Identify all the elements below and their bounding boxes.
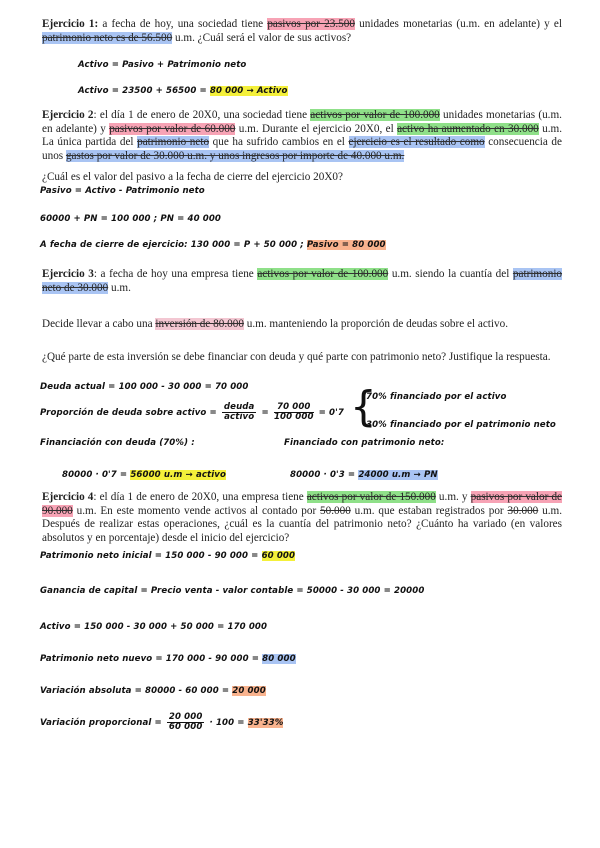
exercise-3-handwriting-financiacion-deuda: Financiación con deuda (70%) :	[40, 438, 195, 448]
exercise-4-text: u.m. que estaban registrados por	[350, 504, 508, 517]
exercise-2-question: ¿Cuál es el valor del pasivo a la fecha de cierre del ejercicio 20X0?	[42, 171, 343, 183]
handwriting-text: Variación proporcional =	[40, 718, 165, 728]
exercise-1-handwriting-formula: Activo = Pasivo + Patrimonio neto	[78, 60, 247, 70]
highlight-patrimonio: patrimonio neto es de 56.500	[42, 31, 173, 44]
exercise-4-text: : el día 1 de enero de 20X0, una empresa tiene	[93, 491, 307, 503]
exercise-3-statement	[42, 268, 562, 295]
exercise-2-text: u.m. La única partida del	[42, 122, 563, 149]
exercise-3-text: Decide llevar a cabo una	[42, 318, 156, 330]
handwriting-text: A fecha de cierre de ejercicio: 130 000 = P + 50 000 ;	[40, 240, 307, 250]
handwriting-answer: 33'33%	[247, 718, 284, 728]
handwriting-text: =	[258, 408, 272, 418]
exercise-2-text: unidades monetarias (u.m. en adelante) y	[42, 109, 562, 135]
exercise-4-handwriting-variacion-absoluta	[40, 686, 266, 696]
exercise-2-handwriting-formula: Pasivo = Activo - Patrimonio neto	[40, 186, 205, 196]
exercise-2-handwriting-result	[40, 240, 386, 250]
highlight-patrimonio: patrimonio neto de 30.000	[42, 268, 563, 294]
highlight-activos: activos por valor de 100.000	[310, 109, 440, 121]
highlight-activos: activos por valor de 100.000	[257, 268, 389, 280]
exercise-2-number: Ejercicio 2	[42, 109, 94, 121]
exercise-3-handwriting-proporcion	[40, 403, 344, 422]
highlight-gastos-ingresos: gastos por valor de 30.000 u.m. y unos ingresos por importe de 40.000 u.m.	[65, 149, 405, 162]
highlight-pasivos: pasivos por valor de 90.000	[42, 491, 562, 517]
handwriting-answer: 56000 u.m → activo	[130, 470, 226, 480]
fraction-denominator: activo	[224, 412, 255, 422]
handwriting-text: Variación absoluta = 80000 - 60 000 =	[40, 686, 233, 696]
exercise-3-handwriting-financiacion-pn: Financiado con patrimonio neto:	[284, 438, 445, 448]
exercise-2-statement	[42, 109, 562, 163]
fraction-values	[274, 403, 314, 422]
exercise-4-text: u.m. En este momento vende activos al contado por	[72, 504, 321, 517]
exercise-2-text: consecuencia de unos	[42, 136, 562, 162]
handwriting-text: Proporción de deuda sobre activo =	[40, 408, 220, 418]
underline-venta: 50.000	[320, 504, 351, 517]
exercise-4-handwriting-variacion-proporcional	[40, 713, 283, 732]
exercise-1-number: Ejercicio 1:	[42, 18, 99, 30]
highlight-pasivos: pasivos por 23.500	[267, 18, 355, 30]
exercise-4-handwriting-ganancia: Ganancia de capital = Precio venta - valor contable = 50000 - 30 000 = 20000	[40, 586, 425, 596]
exercise-1-statement	[42, 18, 562, 45]
highlight-activo-aumento: activo ha aumentado en 30.000	[397, 122, 539, 135]
exercise-4-statement	[42, 491, 562, 545]
exercise-4-handwriting-pn-inicial	[40, 551, 295, 561]
fraction-numerator: 70 000	[274, 403, 314, 413]
handwriting-answer: 24000 u.m → PN	[358, 470, 438, 480]
handwriting-text: Patrimonio neto nuevo = 170 000 - 90 000 =	[40, 654, 263, 664]
exercise-4-text: u.m. y	[435, 491, 471, 503]
fraction-denominator: 60 000	[168, 722, 203, 732]
handwriting-answer: 60 000	[261, 551, 296, 561]
highlight-resultado: ejercicio es el resultado como	[348, 136, 485, 149]
curly-brace: {	[350, 382, 377, 431]
fraction-deuda-activo	[222, 403, 257, 422]
fraction-denominator: 100 000	[273, 412, 314, 422]
exercise-4-handwriting-activo: Activo = 150 000 - 30 000 + 50 000 = 170 000	[40, 622, 268, 632]
exercise-1-text: u.m. ¿Cuál será el valor de sus activos?	[172, 31, 352, 44]
handwriting-text: Activo = 23500 + 56500 =	[78, 86, 210, 96]
handwriting-text: = 0'7	[315, 408, 344, 418]
exercise-3-decision	[42, 318, 562, 332]
exercise-3-text: : a fecha de hoy una empresa tiene	[93, 268, 258, 280]
exercise-2-text: u.m. Durante el ejercicio 20X0, el	[235, 122, 398, 135]
exercise-1-text: unidades monetarias (u.m. en adelante) y el	[354, 18, 562, 30]
exercise-1-handwriting-result	[78, 86, 288, 96]
fraction-numerator: 20 000	[168, 712, 203, 722]
exercise-4-text: u.m. Después de realizar estas operaciones, ¿cuál es la cuantía del patrimonio neto? ¿Cuánto ha variado (en valores absolutos y en porcentaje) desde el inicio del ejercicio?	[42, 504, 562, 544]
handwriting-answer: 80 000 → Activo	[209, 86, 288, 96]
exercise-1-text: a fecha de hoy, una sociedad tiene	[98, 18, 268, 30]
exercise-2-text: : el día 1 de enero de 20X0, una sociedad tiene	[93, 109, 311, 121]
underline-registro: 30.000	[507, 504, 539, 517]
exercise-2-text: que ha sufrido cambios en el	[209, 136, 349, 149]
exercise-2-handwriting-pn: 60000 + PN = 100 000 ; PN = 40 000	[40, 214, 222, 224]
exercise-4-number: Ejercicio 4	[42, 491, 94, 503]
handwriting-text: 80000 · 0'3 =	[290, 470, 359, 480]
handwriting-text: Patrimonio neto inicial = 150 000 - 90 000 =	[40, 551, 262, 561]
exercise-3-number: Ejercicio 3	[42, 268, 94, 280]
handwriting-text: · 100 =	[206, 718, 248, 728]
highlight-activos: activos por valor de 150.000	[306, 491, 436, 503]
exercise-3-handwriting-30: 30% financiado por el patrimonio neto	[366, 420, 556, 430]
fraction-numerator: deuda	[223, 402, 255, 412]
exercise-3-handwriting-pn-result	[290, 470, 438, 480]
exercise-3-text: u.m. siendo la cuantía del	[388, 268, 513, 280]
highlight-pasivos: pasivos por valor de 60.000	[109, 122, 236, 135]
highlight-patrimonio: patrimonio neto	[137, 136, 210, 149]
exercise-3-handwriting-70: 70% financiado por el activo	[366, 392, 507, 402]
handwriting-answer: 20 000	[232, 686, 266, 696]
fraction-variacion	[167, 713, 205, 732]
exercise-3-question: ¿Qué parte de esta inversión se debe financiar con deuda y qué parte con patrimonio neto? Justifique la respuesta.	[42, 351, 551, 363]
handwriting-answer: Pasivo = 80 000	[306, 240, 386, 250]
exercise-4-handwriting-pn-nuevo	[40, 654, 296, 664]
exercise-3-handwriting-deuda-result	[62, 470, 226, 480]
handwriting-text: 80000 · 0'7 =	[62, 470, 131, 480]
exercise-3-text: u.m. manteniendo la proporción de deudas sobre el activo.	[243, 318, 509, 330]
highlight-inversion: inversión de 80.000	[155, 318, 244, 330]
exercise-3-handwriting-deuda: Deuda actual = 100 000 - 30 000 = 70 000	[40, 382, 249, 392]
handwriting-answer: 80 000	[262, 654, 296, 664]
exercise-3-text: u.m.	[108, 281, 131, 294]
